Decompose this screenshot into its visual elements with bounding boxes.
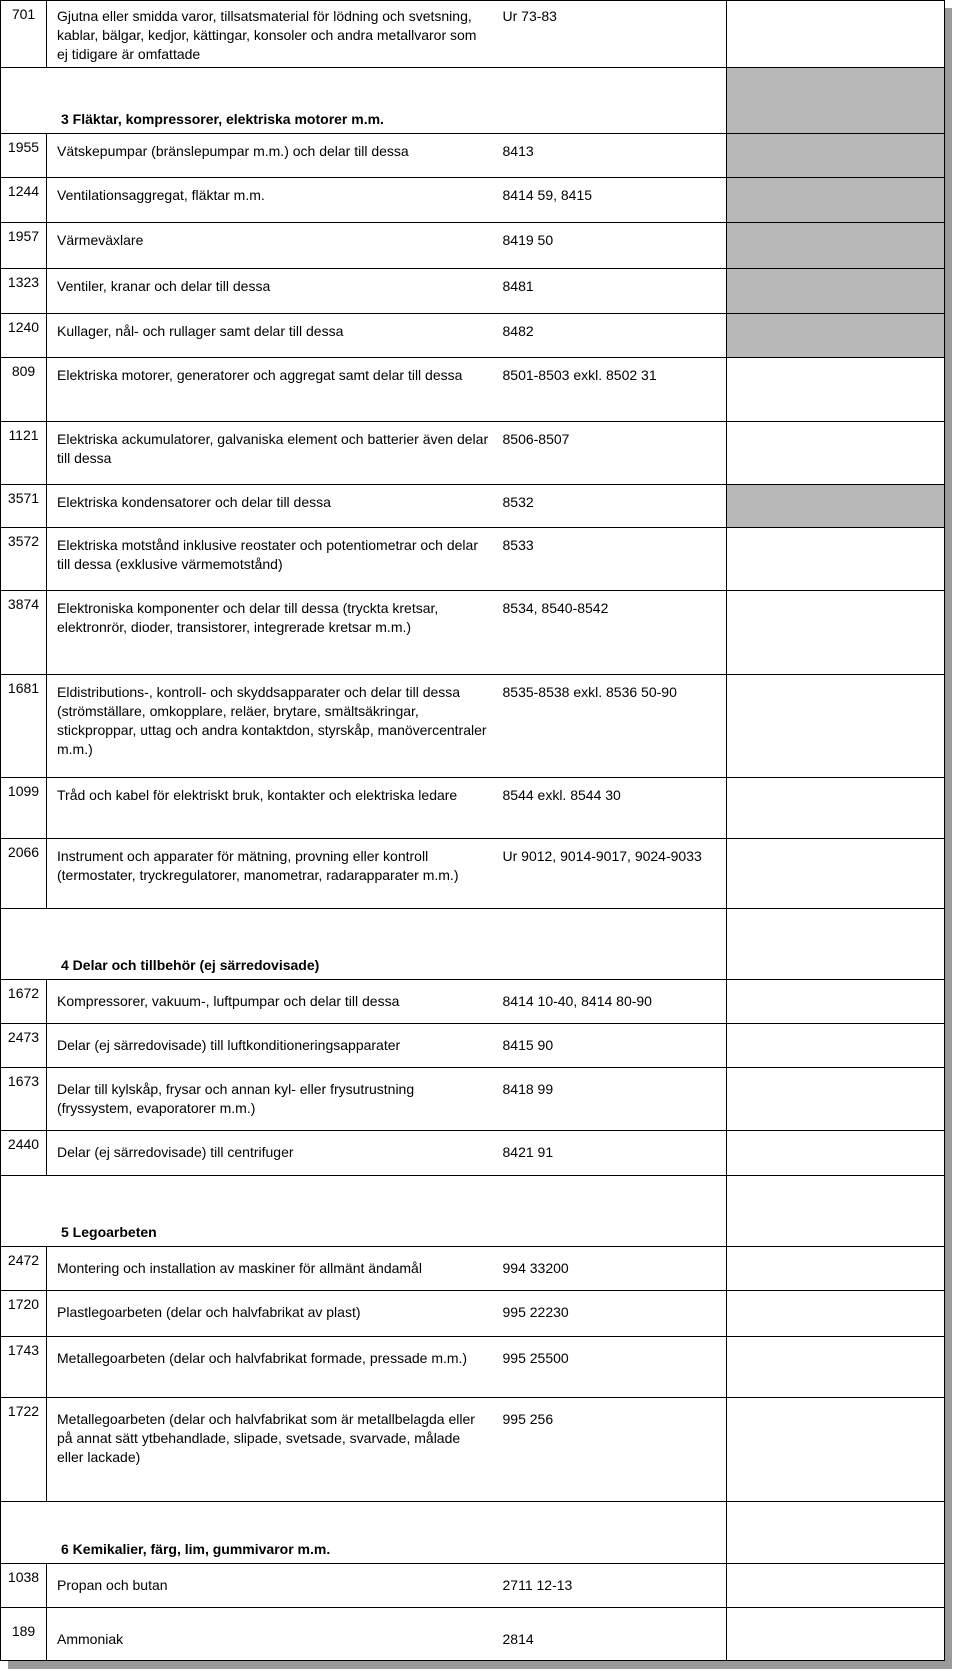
row-description: Kompressorer, vakuum-, luftpumpar och delar till dessa — [47, 979, 495, 1023]
row-blank-cell — [727, 839, 945, 908]
heading-blank-cell — [727, 908, 945, 979]
row-blank-cell — [727, 1068, 945, 1131]
row-description: Gjutna eller smidda varor, tillsatsmaterial för lödning och svetsning, kablar, bälgar, kedjor, kättingar, konsoler och andra metallvaror som ej tidigare är omfattade — [47, 1, 495, 68]
row-description: Elektriska kondensatorer och delar till dessa — [47, 484, 495, 527]
row-tariff-number: 8501-8503 exkl. 8502 31 — [495, 357, 727, 421]
row-code: 809 — [1, 357, 47, 421]
row-tariff-number: 8418 99 — [495, 1068, 727, 1131]
section-heading: 6 Kemikalier, färg, lim, gummivaror m.m. — [1, 1502, 727, 1564]
row-description: Metallegoarbeten (delar och halvfabrikat formade, pressade m.m.) — [47, 1336, 495, 1398]
table-row — [1, 1068, 945, 1131]
row-description: Elektriska motstånd inklusive reostater och potentiometrar och delar till dessa (exklusive värmemotstånd) — [47, 527, 495, 590]
row-grey-cell — [727, 268, 945, 313]
row-description: Plastlegoarbeten (delar och halvfabrikat av plast) — [47, 1291, 495, 1336]
heading-blank-cell — [727, 1502, 945, 1564]
table-row — [1, 357, 945, 421]
row-tariff-number: Ur 73-83 — [495, 1, 727, 68]
row-description: Metallegoarbeten (delar och halvfabrikat som är metallbelagda eller på annat sätt ytbehandlade, slipade, svetsade, svarvade, målade eller lackade) — [47, 1398, 495, 1502]
row-description: Delar (ej särredovisade) till luftkonditioneringsapparater — [47, 1023, 495, 1067]
heading-blank-cell — [727, 1176, 945, 1247]
row-description: Elektroniska komponenter och delar till dessa (tryckta kretsar, elektronrör, dioder, transistorer, integrerade kretsar m.m.) — [47, 590, 495, 674]
row-description: Elektriska motorer, generatorer och aggregat samt delar till dessa — [47, 357, 495, 421]
row-code: 1722 — [1, 1398, 47, 1502]
row-code: 3572 — [1, 527, 47, 590]
row-description: Propan och butan — [47, 1564, 495, 1608]
table-row — [1, 527, 945, 590]
row-description: Ventilationsaggregat, fläktar m.m. — [47, 178, 495, 223]
section-heading-row — [1, 68, 945, 134]
row-grey-cell — [727, 313, 945, 357]
row-blank-cell — [727, 1, 945, 68]
row-blank-cell — [727, 1247, 945, 1291]
table-row — [1, 1130, 945, 1175]
row-code: 1240 — [1, 313, 47, 357]
row-description: Delar till kylskåp, frysar och annan kyl- eller frysutrustning (fryssystem, evaporatorer m.m.) — [47, 1068, 495, 1131]
section-heading: 4 Delar och tillbehör (ej särredovisade) — [1, 908, 727, 979]
row-tariff-number: 8532 — [495, 484, 727, 527]
table-row — [1, 1, 945, 68]
table-row — [1, 1291, 945, 1336]
row-tariff-number: 995 22230 — [495, 1291, 727, 1336]
row-tariff-number: 8534, 8540-8542 — [495, 590, 727, 674]
table-row — [1, 1564, 945, 1608]
table-row — [1, 223, 945, 268]
row-description: Delar (ej särredovisade) till centrifuger — [47, 1130, 495, 1175]
row-code: 1673 — [1, 1068, 47, 1131]
table-row — [1, 979, 945, 1023]
section-heading-row — [1, 1176, 945, 1247]
section-heading-row — [1, 1502, 945, 1564]
row-code: 1957 — [1, 223, 47, 268]
row-description: Montering och installation av maskiner för allmänt ändamål — [47, 1247, 495, 1291]
row-tariff-number: 995 256 — [495, 1398, 727, 1502]
row-code: 189 — [1, 1608, 47, 1661]
row-description: Vätskepumpar (bränslepumpar m.m.) och delar till dessa — [47, 134, 495, 178]
row-tariff-number: 995 25500 — [495, 1336, 727, 1398]
heading-grey-cell — [727, 68, 945, 134]
row-code: 1955 — [1, 134, 47, 178]
table-row — [1, 178, 945, 223]
row-tariff-number: 2711 12-13 — [495, 1564, 727, 1608]
row-blank-cell — [727, 1564, 945, 1608]
row-code: 1681 — [1, 674, 47, 778]
row-code: 3571 — [1, 484, 47, 527]
row-tariff-number: 8482 — [495, 313, 727, 357]
row-code: 1743 — [1, 1336, 47, 1398]
row-grey-cell — [727, 134, 945, 178]
table-row — [1, 778, 945, 839]
row-tariff-number: 8419 50 — [495, 223, 727, 268]
row-grey-cell — [727, 484, 945, 527]
row-tariff-number: 8414 59, 8415 — [495, 178, 727, 223]
table-row — [1, 421, 945, 484]
row-grey-cell — [727, 223, 945, 268]
row-tariff-number: 2814 — [495, 1608, 727, 1661]
row-blank-cell — [727, 357, 945, 421]
row-blank-cell — [727, 421, 945, 484]
row-blank-cell — [727, 979, 945, 1023]
table-row — [1, 1247, 945, 1291]
row-code: 701 — [1, 1, 47, 68]
row-tariff-number: 8414 10-40, 8414 80-90 — [495, 979, 727, 1023]
row-tariff-number: 8413 — [495, 134, 727, 178]
row-description: Instrument och apparater för mätning, provning eller kontroll (termostater, tryckregulatorer, manometrar, radarapparater m.m.) — [47, 839, 495, 908]
table-row — [1, 134, 945, 178]
row-description: Eldistributions-, kontroll- och skyddsapparater och delar till dessa (strömställare, omkopplare, reläer, brytare, smältsäkringar, stickproppar, uttag och andra kontaktdon, styrskåp, manövercentraler m.m.) — [47, 674, 495, 778]
row-blank-cell — [727, 1398, 945, 1502]
row-blank-cell — [727, 778, 945, 839]
row-grey-cell — [727, 178, 945, 223]
section-heading-row — [1, 908, 945, 979]
row-description: Elektriska ackumulatorer, galvaniska element och batterier även delar till dessa — [47, 421, 495, 484]
row-code: 1038 — [1, 1564, 47, 1608]
table-row — [1, 1336, 945, 1398]
table-row — [1, 674, 945, 778]
table-body — [1, 1, 945, 1661]
row-code: 1099 — [1, 778, 47, 839]
row-code: 1244 — [1, 178, 47, 223]
row-code: 1121 — [1, 421, 47, 484]
table-row — [1, 484, 945, 527]
table-row — [1, 1023, 945, 1067]
row-blank-cell — [727, 590, 945, 674]
row-description: Tråd och kabel för elektriskt bruk, kontakter och elektriska ledare — [47, 778, 495, 839]
row-code: 2440 — [1, 1130, 47, 1175]
row-tariff-number: 8415 90 — [495, 1023, 727, 1067]
row-description: Kullager, nål- och rullager samt delar till dessa — [47, 313, 495, 357]
row-code: 2472 — [1, 1247, 47, 1291]
row-tariff-number: 8544 exkl. 8544 30 — [495, 778, 727, 839]
row-tariff-number: 8481 — [495, 268, 727, 313]
row-blank-cell — [727, 527, 945, 590]
table-row — [1, 1398, 945, 1502]
section-heading: 3 Fläktar, kompressorer, elektriska motorer m.m. — [1, 68, 727, 134]
row-description: Ammoniak — [47, 1608, 495, 1661]
row-blank-cell — [727, 1336, 945, 1398]
row-code: 1323 — [1, 268, 47, 313]
row-code: 1672 — [1, 979, 47, 1023]
table-row — [1, 839, 945, 908]
row-tariff-number: 8533 — [495, 527, 727, 590]
row-blank-cell — [727, 1023, 945, 1067]
row-tariff-number: 8535-8538 exkl. 8536 50-90 — [495, 674, 727, 778]
row-tariff-number: Ur 9012, 9014-9017, 9024-9033 — [495, 839, 727, 908]
table-row — [1, 1608, 945, 1661]
row-tariff-number: 8421 91 — [495, 1130, 727, 1175]
table-row — [1, 268, 945, 313]
row-blank-cell — [727, 1608, 945, 1661]
table-row — [1, 313, 945, 357]
row-blank-cell — [727, 1130, 945, 1175]
row-description: Ventiler, kranar och delar till dessa — [47, 268, 495, 313]
row-code: 2473 — [1, 1023, 47, 1067]
row-code: 2066 — [1, 839, 47, 908]
row-blank-cell — [727, 1291, 945, 1336]
row-tariff-number: 8506-8507 — [495, 421, 727, 484]
section-heading: 5 Legoarbeten — [1, 1176, 727, 1247]
row-description: Värmeväxlare — [47, 223, 495, 268]
row-blank-cell — [727, 674, 945, 778]
row-tariff-number: 994 33200 — [495, 1247, 727, 1291]
table-row — [1, 590, 945, 674]
row-code: 1720 — [1, 1291, 47, 1336]
row-code: 3874 — [1, 590, 47, 674]
